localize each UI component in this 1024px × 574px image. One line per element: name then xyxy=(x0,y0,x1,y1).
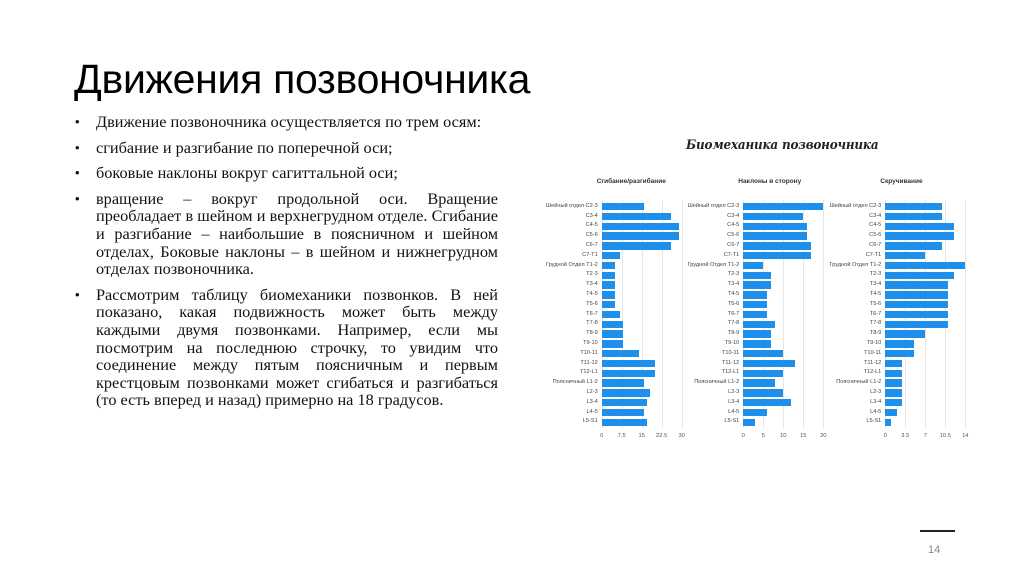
category-label: T7-8 xyxy=(586,320,598,327)
bullet-icon: • xyxy=(75,139,80,155)
data-bar xyxy=(885,321,948,328)
bullet-icon: • xyxy=(75,165,80,181)
category-label: T3-4 xyxy=(586,281,598,288)
category-label: T11-12 xyxy=(863,359,882,366)
chart-title: Наклоны в сторону xyxy=(738,178,802,185)
bullet-item: • Рассмотрим таблицу биомеханики позвонков. В ней показано, какая подвижность может быть между каждыми двумя позвонками. Например, если мы посмотрим на последнюю строчку, то увидим что соединение между пятым поясничным и первым крестцовым позвонками может сгибаться и разгибаться (то есть вперед и назад) примерно на 18 градусов. xyxy=(75,284,498,410)
data-bar xyxy=(885,262,965,269)
category-label: T4-5 xyxy=(727,291,740,297)
data-bar xyxy=(885,291,948,298)
bullet-icon: • xyxy=(75,114,80,129)
category-label: L3-4 xyxy=(870,398,882,405)
category-label: C7-T1 xyxy=(865,251,882,258)
category-label: C6-7 xyxy=(869,242,882,248)
data-bar xyxy=(743,232,807,239)
category-label: T10-11 xyxy=(721,349,740,356)
x-tick-label: 7.5 xyxy=(617,433,626,439)
category-label: C5-6 xyxy=(869,232,882,239)
data-bar xyxy=(743,203,823,210)
category-label: T8-9 xyxy=(727,330,740,337)
data-bar xyxy=(602,291,615,298)
data-bar xyxy=(602,360,655,367)
data-bar xyxy=(602,252,621,259)
category-label: L2-3 xyxy=(586,389,598,395)
category-label: C6-7 xyxy=(727,242,740,248)
category-label: Грудной Отдел T1-2 xyxy=(687,261,740,268)
data-bar xyxy=(743,291,767,298)
category-label: C4-5 xyxy=(869,222,882,229)
data-bar xyxy=(602,281,615,288)
category-label: T9-10 xyxy=(583,340,598,346)
x-tick-label: 10 xyxy=(780,433,787,439)
category-label: T2-3 xyxy=(586,271,598,278)
data-bar xyxy=(602,321,623,328)
data-bar xyxy=(602,350,639,357)
category-label: T11-12 xyxy=(721,359,740,366)
category-label: C3-4 xyxy=(727,212,740,219)
data-bar xyxy=(602,340,623,347)
x-tick-label: 5 xyxy=(761,433,765,439)
category-label: T12-L1 xyxy=(579,369,598,376)
data-bar xyxy=(602,213,671,220)
category-label: T12-L1 xyxy=(721,369,740,376)
category-label: T10-11 xyxy=(863,349,882,356)
data-bar xyxy=(743,419,755,426)
data-bar xyxy=(885,213,942,220)
slide-title: Движения позвоночника xyxy=(74,56,531,102)
category-label: T4-5 xyxy=(586,291,598,297)
category-label: T12-L1 xyxy=(863,369,882,376)
x-tick-label: 15 xyxy=(638,433,645,439)
data-bar xyxy=(885,311,948,318)
data-bar xyxy=(602,389,650,396)
data-bar xyxy=(743,389,783,396)
x-tick-label: 0 xyxy=(883,433,887,439)
category-label: Шейный отдел C2-3 xyxy=(687,202,740,209)
chart-title: Сгибание/разгибание xyxy=(596,178,666,185)
category-label: C4-5 xyxy=(585,222,598,229)
category-label: Шейный отдел C2-3 xyxy=(546,202,598,209)
data-bar xyxy=(743,379,775,386)
data-bar xyxy=(885,419,891,426)
data-bar xyxy=(602,301,615,308)
category-label: T3-4 xyxy=(869,281,882,288)
category-label: T5-6 xyxy=(586,300,598,307)
category-label: T7-8 xyxy=(727,320,740,327)
data-bar xyxy=(602,232,679,239)
data-bar xyxy=(885,242,942,249)
category-label: Поясничный L1-2 xyxy=(836,379,882,386)
category-label: C7-T1 xyxy=(723,251,740,258)
data-bar xyxy=(885,399,902,406)
bullet-icon: • xyxy=(75,286,80,302)
data-bar xyxy=(743,262,763,269)
data-bar xyxy=(602,330,623,337)
category-label: T6-7 xyxy=(586,310,598,317)
category-label: Грудной Отдел T1-2 xyxy=(829,261,882,268)
data-bar xyxy=(602,223,679,230)
x-tick-label: 0 xyxy=(600,433,604,439)
category-label: L2-3 xyxy=(870,389,882,395)
figure-title: Биомеханика позвоночника xyxy=(686,138,879,153)
category-label: T5-6 xyxy=(869,300,882,307)
category-label: L3-4 xyxy=(728,398,740,405)
category-label: L4-5 xyxy=(728,408,740,415)
data-bar xyxy=(743,370,783,377)
data-bar xyxy=(885,223,954,230)
x-tick-label: 14 xyxy=(962,433,969,439)
category-label: Поясничный L1-2 xyxy=(552,379,598,386)
category-label: T2-3 xyxy=(727,271,740,278)
data-bar xyxy=(743,252,811,259)
x-tick-label: 3.5 xyxy=(901,433,910,439)
category-label: Поясничный L1-2 xyxy=(694,379,740,386)
bullet-icon: • xyxy=(75,190,80,206)
data-bar xyxy=(743,360,795,367)
category-label: T8-9 xyxy=(586,330,598,337)
bullet-item: • сгибание и разгибание по поперечной оси; xyxy=(75,137,393,157)
category-label: T4-5 xyxy=(869,291,882,297)
category-label: T3-4 xyxy=(727,281,740,288)
category-label: L5-S1 xyxy=(582,418,598,425)
data-bar xyxy=(602,262,615,269)
category-label: T6-7 xyxy=(869,310,882,317)
x-tick-label: 30 xyxy=(678,433,685,439)
x-tick-label: 10.5 xyxy=(939,433,951,439)
bullet-item: • вращение – вокруг продольной оси. Вращение преобладает в шейном и верхнегрудном отделе. Сгибание и разгибание – наибольшие в поясничном и шейном отделах, Боковые наклоны – в шейном и нижнегрудном отделах позвоночника. xyxy=(75,188,498,279)
data-bar xyxy=(602,419,647,426)
category-label: T11-12 xyxy=(580,359,598,366)
data-bar xyxy=(602,272,615,279)
data-bar xyxy=(743,272,771,279)
data-bar xyxy=(743,340,771,347)
data-bar xyxy=(885,389,902,396)
category-label: C4-5 xyxy=(727,222,740,229)
category-label: T9-10 xyxy=(724,340,740,346)
data-bar xyxy=(885,379,902,386)
category-label: T10-11 xyxy=(580,349,598,356)
bullet-item: • боковые наклоны вокруг сагиттальной оси; xyxy=(75,163,398,183)
data-bar xyxy=(602,399,647,406)
data-bar xyxy=(743,399,791,406)
category-label: C3-4 xyxy=(869,212,882,219)
data-bar xyxy=(743,242,811,249)
page-number: 14 xyxy=(928,544,941,556)
category-label: Шейный отдел C2-3 xyxy=(829,202,882,209)
data-bar xyxy=(602,379,645,386)
category-label: L5-S1 xyxy=(724,418,740,425)
data-bar xyxy=(602,409,645,416)
category-label: L4-5 xyxy=(586,408,598,415)
category-label: T6-7 xyxy=(727,310,740,317)
footer-rule xyxy=(920,530,955,532)
category-label: L3-4 xyxy=(586,398,598,405)
data-bar xyxy=(885,360,902,367)
category-label: Грудной Отдел T1-2 xyxy=(545,261,598,268)
data-bar xyxy=(743,321,775,328)
data-bar xyxy=(602,311,621,318)
data-bar xyxy=(885,252,925,259)
gridline xyxy=(965,200,966,428)
data-bar xyxy=(602,203,645,210)
data-bar xyxy=(743,350,783,357)
category-label: C6-7 xyxy=(585,242,598,248)
data-bar xyxy=(885,409,896,416)
data-bar xyxy=(743,223,807,230)
data-bar xyxy=(743,281,771,288)
data-bar xyxy=(885,330,925,337)
category-label: C7-T1 xyxy=(582,251,598,258)
bullet-list xyxy=(74,113,498,417)
category-label: C5-6 xyxy=(585,232,598,239)
data-bar xyxy=(885,350,914,357)
bullet-item: • Движение позвоночника осуществляется по трем осям: xyxy=(75,112,482,131)
category-label: C3-4 xyxy=(585,212,598,219)
data-bar xyxy=(743,409,767,416)
category-label: T7-8 xyxy=(869,320,882,327)
x-tick-label: 20 xyxy=(820,433,827,439)
data-bar xyxy=(885,281,948,288)
data-bar xyxy=(885,232,954,239)
category-label: L4-5 xyxy=(870,408,882,415)
data-bar xyxy=(602,370,655,377)
chart-title: Скручивание xyxy=(880,178,923,185)
data-bar xyxy=(885,301,948,308)
data-bar xyxy=(743,330,771,337)
data-bar xyxy=(885,340,914,347)
data-bar xyxy=(743,311,767,318)
data-bar xyxy=(602,242,671,249)
data-bar xyxy=(885,370,902,377)
category-label: L2-3 xyxy=(728,389,740,395)
x-tick-label: 0 xyxy=(741,433,745,439)
category-label: T2-3 xyxy=(869,271,882,278)
data-bar xyxy=(743,213,803,220)
x-tick-label: 22.5 xyxy=(656,433,668,439)
data-bar xyxy=(885,272,954,279)
x-tick-label: 7 xyxy=(923,433,927,439)
data-bar xyxy=(743,301,767,308)
category-label: L5-S1 xyxy=(866,418,882,425)
category-label: T8-9 xyxy=(869,330,882,337)
category-label: C5-6 xyxy=(727,232,740,239)
x-tick-label: 15 xyxy=(800,433,807,439)
category-label: T9-10 xyxy=(866,340,882,346)
category-label: T5-6 xyxy=(727,300,740,307)
data-bar xyxy=(885,203,942,210)
